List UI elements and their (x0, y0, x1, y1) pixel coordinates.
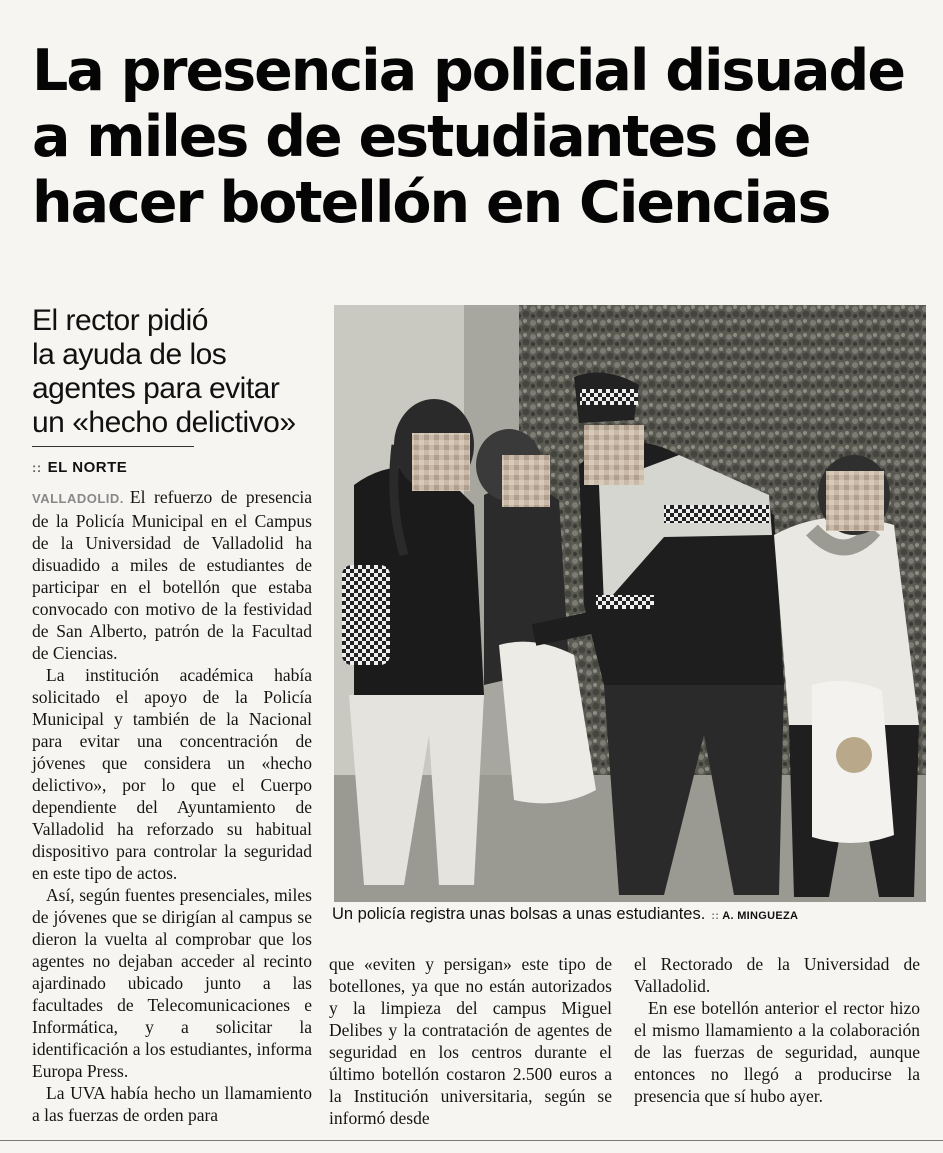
credit-name: A. MINGUEZA (722, 910, 799, 922)
subheadline-line: la ayuda de los (32, 338, 227, 371)
subheadline (32, 304, 322, 440)
news-photo (334, 305, 926, 902)
article-column-3 (634, 953, 920, 1107)
caption-text: Un policía registra unas bolsas a unas estudiantes. (332, 905, 706, 923)
source-marker: :: (32, 460, 42, 475)
article-column-2 (329, 953, 612, 1129)
dateline: VALLADOLID. (32, 491, 124, 506)
source-byline (32, 459, 127, 476)
paragraph-text: El refuerzo de presencia de la Policía Municipal en el Campus de la Universidad de Valladolid ha disuadido a miles de estudiantes de participar en el botellón que estaba convocado con motivo de la festividad de San Alberto, patrón de la Facultad de Ciencias. (32, 487, 312, 663)
headline (32, 38, 912, 236)
article-paragraph (32, 486, 312, 664)
source-name: EL NORTE (47, 459, 128, 476)
page-bottom-rule (0, 1140, 943, 1141)
credit-marker: :: (711, 910, 720, 922)
article-paragraph: que «eviten y persigan» este tipo de botellones, ya que no están autorizados y la limpieza del campus Miguel Delibes y la contratación de agentes de seguridad en los centros durante el último botellón costaron 2.500 euros a la Institución universitaria, según se informó desde (329, 954, 612, 1128)
subheadline-line: un «hecho delictivo» (32, 406, 296, 439)
headline-line: a miles de estudiantes de (32, 104, 810, 170)
photo-credit (711, 910, 798, 922)
subheadline-line: El rector pidió (32, 304, 208, 337)
headline-line: hacer botellón en Ciencias (32, 170, 830, 236)
subheadline-line: agentes para evitar (32, 372, 280, 405)
divider (32, 446, 194, 447)
headline-line: La presencia policial disuade (32, 38, 904, 104)
article-paragraph: el Rectorado de la Universidad de Valladolid. (634, 954, 920, 996)
article-paragraph: En ese botellón anterior el rector hizo el mismo llamamiento a la colaboración de las fuerzas de seguridad, aunque entonces no llegó a producirse la presencia que sí hubo ayer. (634, 998, 920, 1106)
article-column-1 (32, 486, 312, 1126)
article-paragraph: La institución académica había solicitado el apoyo de la Policía Municipal y también de la Nacional para evitar una concentración de jóvenes que considera un «hecho delictivo», por lo que el Cuerpo dependiente del Ayuntamiento de Valladolid ha reforzado su habitual dispositivo para controlar la seguridad en este tipo de actos. (32, 665, 312, 883)
photo-caption (332, 905, 798, 924)
article-paragraph: Así, según fuentes presenciales, miles de jóvenes que se dirigían al campus se dieron la vuelta al comprobar que los agentes no dejaban acceder al recinto ajardinado ubicado junto a las facultades de Telecomunicaciones e Informática, y a solicitar la identificación a los estudiantes, informa Europa Press. (32, 885, 312, 1081)
article-paragraph: La UVA había hecho un llamamiento a las fuerzas de orden para (32, 1083, 312, 1125)
